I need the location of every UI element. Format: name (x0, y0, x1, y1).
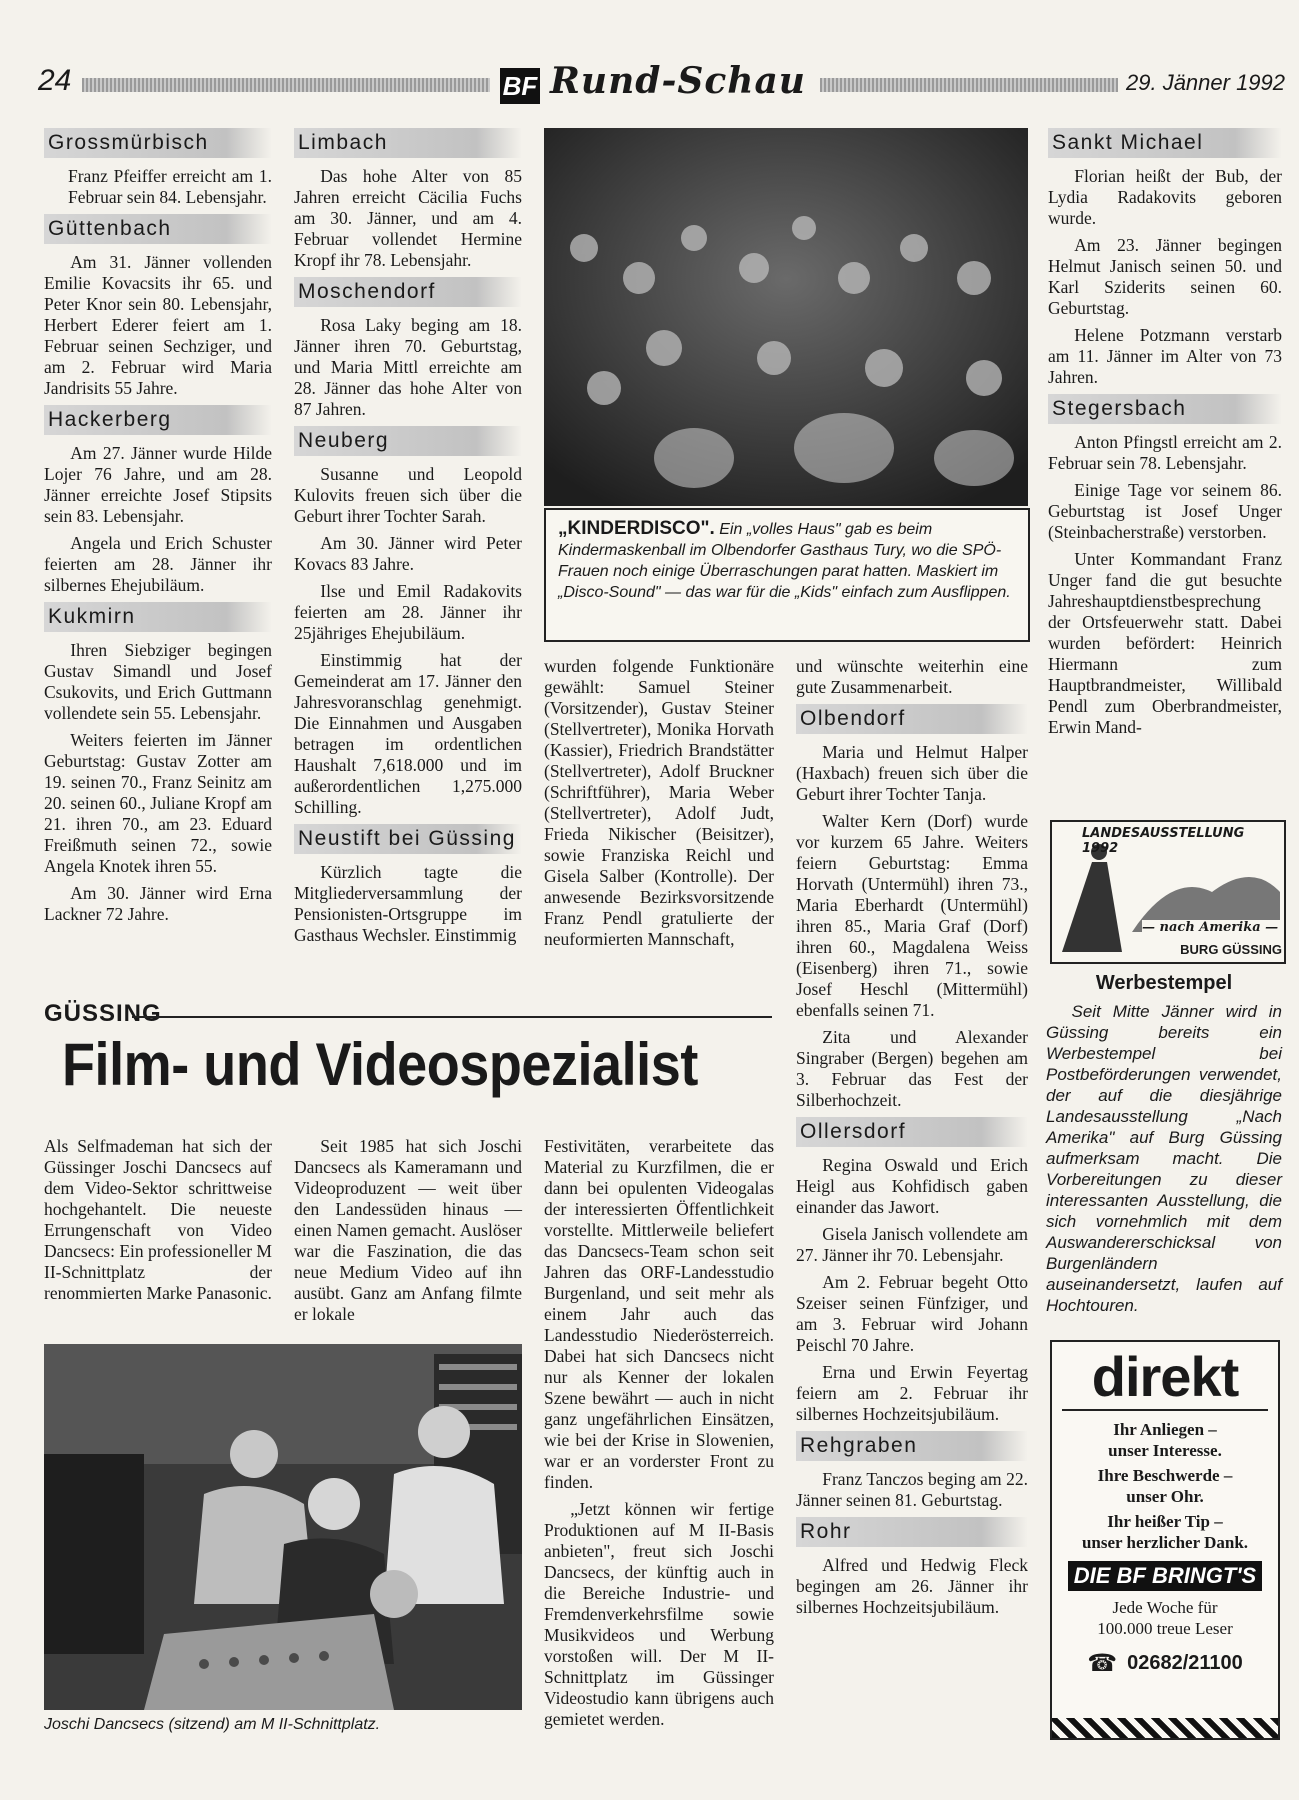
article-column-3 (544, 1136, 774, 1736)
ad-line: Ihr Anliegen – (1113, 1420, 1217, 1439)
landesausstellung-stamp (1050, 820, 1286, 964)
paragraph: Einstimmig hat der Gemeinderat am 17. Jänner den Jahresvoranschlag genehmigt. Die Einnahmen und Ausgaben betragen im ordentlichen Haushalt 7,618.000 und im außerordentlichen 1,275.000 Schilling. (294, 650, 522, 817)
paragraph: Franz Pfeiffer erreicht am 1. Februar sein 84. Lebensjahr. (68, 166, 272, 207)
section-heading: Neuberg (294, 426, 522, 456)
section-ollersdorf (796, 1117, 1028, 1425)
column-5 (1048, 128, 1282, 744)
ad-line: Ihre Beschwerde – (1097, 1466, 1233, 1485)
section-heading: Olbendorf (796, 704, 1028, 734)
section-heading: Rehgraben (796, 1431, 1028, 1461)
stamp-bottom-text: BURG GÜSSING (1180, 942, 1282, 957)
section-heading: Güttenbach (44, 214, 272, 244)
article-column-1 (44, 1136, 272, 1310)
paragraph: Zita und Alexander Singraber (Bergen) begehen am 3. Februar das Fest der Silberhochzeit. (796, 1027, 1028, 1110)
werbestempel-title: Werbestempel (1095, 972, 1233, 994)
section-heading: Hackerberg (44, 405, 272, 435)
paragraph: Festivitäten, verarbeitete das Material zu Kurzfilmen, die er dann bei opulenten Videogalas der interessierten Öffentlichkeit vorstellte. Mittlerweile beliefert das Dancsecs-Team schon seit Jahren das ORF-Landesstudio Burgenland, und seit mehr als einem Jahr auch das Landesstudio Niederösterreich. Dabei hat sich Dancsecs nicht nur als Kenner der lokalen Szene bewährt — auch in nicht ganz ungefährlichen Einsätzen, wie bei der Krise in Slowenien, war er an vorderster Front zu finden. (544, 1136, 774, 1492)
section-heading: Stegersbach (1048, 394, 1282, 424)
paragraph: wurden folgende Funktionäre gewählt: Samuel Steiner (Vorsitzender), Gustav Steiner (Stellvertreter), Monika Horvath (Kassier), Friedrich Brandstätter (Stellvertreter), Adolf Bruckner (Schriftführer), Maria Weber (Stellvertreter), Adolf Judt, Frieda Nikischer (Beisitzer), sowie Franziska Reichl und Gisela Salber (Kontrolle). Der anwesende Bezirksvorsitzende Franz Pendl gratulierte der neuformierten Mannschaft, (544, 656, 774, 949)
paragraph: Franz Tanczos beging am 22. Jänner seinen 81. Geburtstag. (796, 1469, 1028, 1510)
paragraph: Am 23. Jänner begingen Helmut Janisch seinen 50. und Karl Sziderits seinen 60. Geburtstag. (1048, 235, 1282, 318)
section-guettenbach (44, 214, 272, 399)
paragraph: Ihren Siebziger begingen Gustav Simandl und Josef Csukovits, und Erich Guttmann vollendete sein 55. Lebensjahr. (44, 640, 272, 723)
section-limbach (294, 128, 522, 271)
paragraph: Am 30. Jänner wird Erna Lackner 72 Jahre. (44, 883, 272, 924)
section-kukmirn (44, 602, 272, 925)
paragraph: Susanne und Leopold Kulovits freuen sich über die Geburt ihrer Tochter Sarah. (294, 464, 522, 526)
crowd-photo-icon (544, 128, 1028, 506)
column-1 (44, 128, 272, 931)
ad-line: unser Ohr. (1126, 1487, 1204, 1506)
section-grossmuerbisch (44, 128, 272, 208)
section-rohr (796, 1517, 1028, 1618)
masthead-rule-right (820, 78, 1118, 92)
editing-suite-photo-icon (44, 1344, 522, 1710)
paragraph: Weiters feierten im Jänner Geburtstag: Gustav Zotter am 19. seinen 70., Franz Seinitz am 20. seinen 60., Juliane Kropf am 21. ihren 70., am 23. Eduard Freißmuth seinen 72., sowie Angela Knotek ihren 55. (44, 730, 272, 876)
section-heading: Limbach (294, 128, 522, 158)
paragraph: Maria und Helmut Halper (Haxbach) freuen sich über die Geburt ihrer Tochter Tanja. (796, 742, 1028, 804)
section-heading: Rohr (796, 1517, 1028, 1547)
paragraph: Alfred und Hedwig Fleck begingen am 26. Jänner ihr silbernes Hochzeitsjubiläum. (796, 1555, 1028, 1617)
column-2 (294, 128, 522, 952)
ad-pattern-border (1052, 1718, 1278, 1738)
ad-sub: Jede Woche für (1112, 1598, 1218, 1617)
column-4 (796, 656, 1028, 1624)
paragraph: Angela und Erich Schuster feierten am 28. Jänner ihr silbernes Ehejubiläum. (44, 533, 272, 595)
direkt-ad (1050, 1340, 1280, 1740)
section-heading: Kukmirn (44, 602, 272, 632)
paragraph: Am 30. Jänner wird Peter Kovacs 83 Jahre. (294, 533, 522, 574)
ad-phone-row (1052, 1649, 1278, 1678)
ad-title: direkt (1091, 1345, 1239, 1408)
paragraph: Regina Oswald und Erich Heigl aus Kohfidisch gaben einander das Jawort. (796, 1155, 1028, 1217)
article-kicker: GÜSSING (44, 1000, 162, 1027)
section-stegersbach (1048, 394, 1282, 738)
paragraph: Unter Kommandant Franz Unger fand die gut besuchte Jahreshauptdienstbesprechung der Ortsfeuerwehr statt. Dabei wurden befördert: Heinrich Hiermann zum Hauptbrandmeister, Willibald Pendl zum Oberbrandmeister, Erwin Mand- (1048, 549, 1282, 737)
section-heading: Ollersdorf (796, 1117, 1028, 1147)
caption-lead: „KINDERDISCO". (558, 518, 715, 539)
paragraph: Florian heißt der Bub, der Lydia Radakovits geboren wurde. (1048, 166, 1282, 228)
article-headline: Film- und Videospezialist (62, 1031, 698, 1098)
paragraph: Gisela Janisch vollendete am 27. Jänner ihr 70. Lebensjahr. (796, 1224, 1028, 1265)
kicker-rule (132, 1016, 772, 1018)
section-moschendorf (294, 277, 522, 420)
ad-line: unser Interesse. (1108, 1441, 1222, 1460)
kinderdisco-caption (544, 508, 1030, 642)
section-olbendorf (796, 704, 1028, 1111)
paragraph: Anton Pfingstl erreicht am 2. Februar sein 78. Lebensjahr. (1048, 432, 1282, 473)
werbestempel-article (1046, 972, 1282, 1316)
section-heading: Moschendorf (294, 277, 522, 307)
section-neustift (294, 824, 522, 946)
ad-line: unser herzlicher Dank. (1081, 1533, 1249, 1552)
bf-logo: BF (500, 68, 540, 104)
kinderdisco-photo (544, 128, 1028, 506)
paragraph: Am 2. Februar begeht Otto Szeiser seinen Fünfziger, und am 3. Februar wird Johann Peischl 70 Jahre. (796, 1272, 1028, 1355)
ad-banner: DIE BF BRINGT'S (1068, 1561, 1262, 1591)
section-rehgraben (796, 1431, 1028, 1511)
section-heading: Grossmürbisch (44, 128, 272, 158)
article-column-2 (294, 1136, 522, 1331)
paragraph: Ilse und Emil Radakovits feierten am 28. Jänner ihr 25jähriges Ehejubiläum. (294, 581, 522, 643)
paragraph: Das hohe Alter von 85 Jahren erreicht Cäcilia Fuchs am 30. Jänner, und am 4. Februar vollendet Hermine Kropf ihr 78. Lebensjahr. (294, 166, 522, 270)
paragraph: Als Selfmademan hat sich der Güssinger Joschi Dancsecs auf dem Video-Sektor schrittweise hochgehantelt. Die neueste Errungenschaft von Video Dancsecs: Ein professioneller M II-Schnittplatz der renommierten Marke Panasonic. (44, 1136, 272, 1303)
paragraph: Erna und Erwin Feyertag feiern am 2. Februar ihr silbernes Hochzeitsjubiläum. (796, 1362, 1028, 1424)
paragraph: und wünschte weiterhin eine gute Zusammenarbeit. (796, 656, 1028, 697)
ad-sub: 100.000 treue Leser (1097, 1619, 1233, 1638)
issue-date: 29. Jänner 1992 (1126, 70, 1286, 95)
paragraph: Seit 1985 hat sich Joschi Dancsecs als Kameramann und Videoproduzent — weit über den Landessüden hinaus — einen Namen gemacht. Auslöser war die Faszination, die das neue Medium Video auf ihn ausübt. Ganz am Anfang filmte er lokale (294, 1136, 522, 1324)
section-sankt-michael (1048, 128, 1282, 388)
video-photo-caption: Joschi Dancsecs (sitzend) am M II-Schnittplatz. (44, 1716, 381, 1733)
paragraph: Walter Kern (Dorf) wurde vor kurzem 65 Jahre. Weiters feiern Geburtstag: Emma Horvath (Untermühl) ihren 73., Maria Eberhardt (Untermühl) ihren 85., Maria Graf (Dorf) ihren 60., Magdalena Weiss (Eisenberg) ihren 71., sowie Josef Heschl (Mittermühl) ebenfalls seinen 71. (796, 811, 1028, 1020)
page-number: 24 (38, 64, 72, 97)
masthead-rule-left (82, 78, 490, 92)
section-heading: Sankt Michael (1048, 128, 1282, 158)
stamp-middle-text: — nach Amerika — (1142, 920, 1282, 935)
paragraph: Am 27. Jänner wurde Hilde Lojer 76 Jahre, und am 28. Jänner erreichte Josef Stipsits sein 83. Lebensjahr. (44, 443, 272, 526)
caption-text: Ein „volles Haus" gab es beim Kindermaskenball im Olbendorfer Gasthaus Tury, wo die SPÖ-Frauen noch einige Überraschungen parat hatten. Maskiert im „Disco-Sound" — das war für die „Kids" einfach zum Ausflippen. (558, 521, 1011, 601)
section-title: Rund-Schau (550, 60, 806, 102)
ad-line: Ihr heißer Tip – (1107, 1512, 1223, 1531)
paragraph: Einige Tage vor seinem 86. Geburtstag ist Josef Unger (Steinbacherstraße) verstorben. (1048, 480, 1282, 542)
column-3-continuation (544, 656, 774, 956)
werbestempel-text: Seit Mitte Jänner wird in Güssing bereits ein Werbestempel bei Postbeförderungen verwendet, der auf die diesjährige Landesausstellung „Nach Amerika" auf Burg Güssing aufmerksam macht. Die Vorbereitungen zu dieser interessanten Ausstellung, die sich vornehmlich mit dem Auswandererschicksal von Burgenländern auseinandersetzt, laufen auf Hochtouren. (1046, 1002, 1282, 1315)
video-studio-photo (44, 1344, 522, 1710)
telephone-icon: ☎ (1087, 1651, 1118, 1677)
section-neuberg (294, 426, 522, 818)
paragraph: Rosa Laky beging am 18. Jänner ihren 70. Geburtstag, und Maria Mittl erreichte am 28. Jänner das hohe Alter von 87 Jahren. (294, 315, 522, 419)
stamp-top-text: LANDESAUSSTELLUNG 1992 (1082, 826, 1245, 856)
ad-divider (1062, 1409, 1268, 1411)
section-heading: Neustift bei Güssing (294, 824, 522, 854)
ad-phone: 02682/21100 (1127, 1652, 1243, 1674)
paragraph: Am 31. Jänner vollenden Emilie Kovacsits ihr 65. und Peter Knor sein 80. Lebensjahr, Herbert Ederer feiert am 1. Februar seinen Sechziger, und am 2. Februar wird Maria Jandrisits 55 Jahre. (44, 252, 272, 398)
paragraph: Kürzlich tagte die Mitgliederversammlung der Pensionisten-Ortsgruppe im Gasthaus Wechsler. Einstimmig (294, 862, 522, 945)
section-hackerberg (44, 405, 272, 596)
paragraph: Helene Potzmann verstarb am 11. Jänner im Alter von 73 Jahren. (1048, 325, 1282, 387)
paragraph: „Jetzt können wir fertige Produktionen auf M II-Basis anbieten", freut sich Joschi Dancsecs, der künftig auch in die Bereiche Industrie- und Fremdenverkehrsfilme sowie Musikvideos und Werbung vorstoßen will. Der M II-Schnittplatz im Güssinger Videostudio kann übrigens auch gemietet werden. (544, 1499, 774, 1729)
